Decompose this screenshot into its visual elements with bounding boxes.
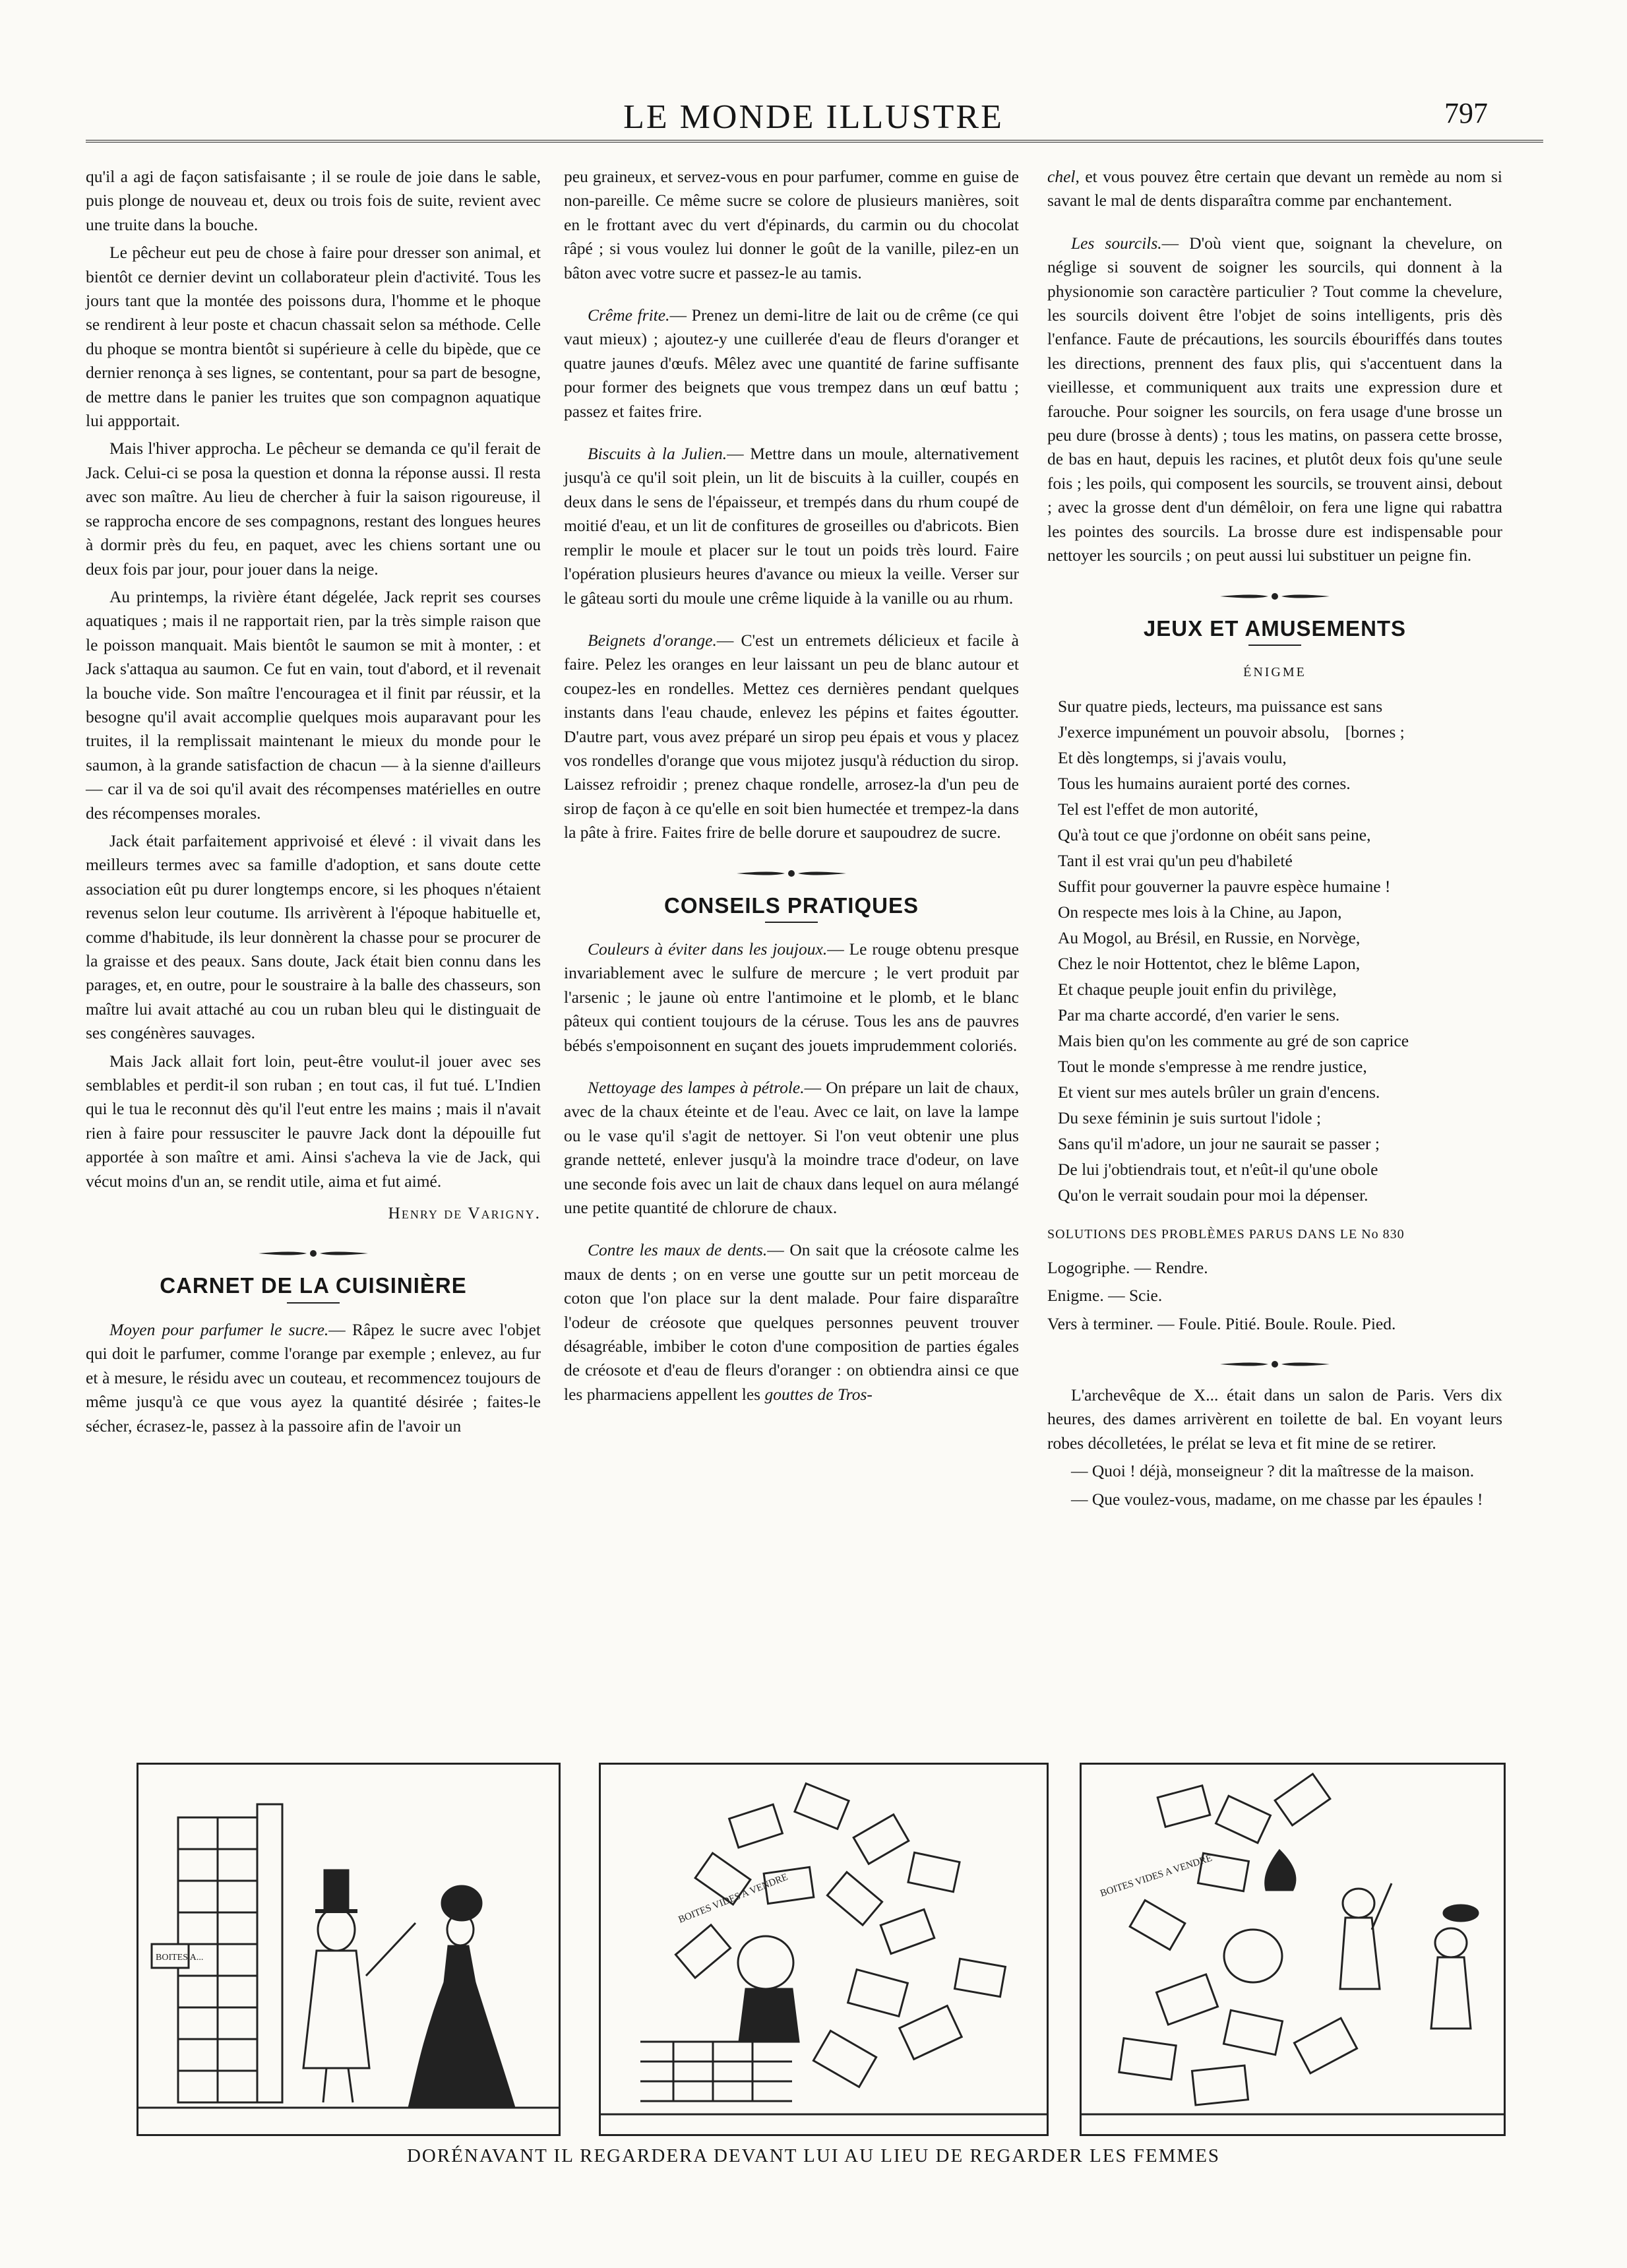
poem-line: Qu'à tout ce que j'ordonne on obéit sans peine, [1058,825,1371,845]
anecdote-paragraph: — Quoi ! déjà, monseigneur ? dit la maîtresse de la maison. [1071,1461,1475,1481]
enigme-title: ÉNIGME [1243,664,1306,679]
paragraph: qu'il a agi de façon satisfaisante ; il se roule de joie dans le sable, puis plonge de nouveau et, deux ou trois fois de suite, revient avec une truite dans la bouche. [86,167,541,234]
poem-line: Tel est l'effet de mon autorité, [1058,800,1258,819]
poem-line: Du sexe féminin je suis surtout l'idole ; [1058,1108,1322,1128]
anecdote-paragraph: L'archevêque de X... était dans un salon de Paris. Vers dix heures, des dames arrivèrent en toilette de bal. En voyant leurs robes décolletées, le prélat se leva et fit mine de se retirer. [1047,1385,1502,1453]
title-rule [287,1302,340,1304]
ornament-divider-icon [1219,590,1331,602]
column-1 [86,165,541,1742]
poem-line: Sans qu'il m'adore, un jour ne saurait se passer ; [1058,1134,1380,1154]
paragraph: peu graineux, et servez-vous en pour parfumer, comme en guise de non-pareille. Ce même sucre se colore de plusieurs manières, soit en le frottant avec du vert d'épinards, du carmin ou du chocolat râpé ; si vous voulez lui donner le goût de la vanille, pilez-en un bâton avec votre sucre et passez-le au tamis. [564,167,1019,282]
ornament-divider-icon [1219,1358,1331,1370]
tip-label: Couleurs à éviter dans les joujoux. [588,939,828,959]
solution-item: Logogriphe. — Rendre. [1047,1257,1208,1277]
title-rule [1248,645,1301,646]
tip-text: — On sait que la créosote calme les maux de dents ; on en verse une goutte sur un petit morceau de coton que l'on place sur la dent malade. Pour faire disparaître l'odeur de créosote que quelques personnes peuvent trouver désagréable, imbiber le coton d'une composition de parties égales de créosote et d'eau de fleurs d'oranger : on obtiendra ainsi ce que les pharmaciens appellent les [564,1240,1020,1404]
cartoon-caption: DORÉNAVANT IL REGARDERA DEVANT LUI AU LIEU DE REGARDER LES FEMMES [406,2145,1221,2166]
title-rule [765,922,818,923]
paragraph: Jack était parfaitement apprivoisé et élevé : il vivait dans les meilleurs termes avec sa famille d'adoption, et sans doute cette association eût pu durer longtemps encore, si les phoques n'étaient revenus selon leur coutume. Ils arrivèrent à l'époque habituelle et, comme d'habitude, ils leur donnèrent la chasse pour se procurer de la graisse et des peaux. Sans doute, Jack était bien connu dans les parages, et, en outre, pour le soustraire à la balle des chasseurs, son maître lui avait attaché au cou un ruban bleu qui le distinguait de ses congénères sauvages. [86,831,541,1043]
poem-line: Suffit pour gouverner la pauvre espèce humaine ! [1058,877,1391,897]
cartoon-panel-1 [137,1763,561,2136]
cartoon-drawing-1 [138,1765,559,2134]
poem-line: On respecte mes lois à la Chine, au Japon, [1058,902,1342,922]
poem-line: Qu'on le verrait soudain pour moi la dépenser. [1058,1185,1368,1205]
solutions-list [1047,1256,1502,1336]
section-title-carnet: CARNET DE LA CUISINIÈRE [160,1273,467,1298]
recipe-text: — C'est un entremets délicieux et facile à faire. Pelez les oranges en leur laissant un peu de blanc autour et coupez-les en rondelles. Mettez ces dernières pendant quelques instants dans l'eau chaude, enlevez les pépins et faites égoutter. D'autre part, vous avez préparé un sirop peu épais et vous y placez vos rondelles d'orange que vous mijotez jusqu'à réduction du sirop. Laissez refroidir ; prenez chaque rondelle, arrosez-la d'un peu de sirop de façon à ce qu'elle en soit bien humectée et trempez-la dans la pâte à frire. Faites frire de belle dorure et saupoudrez de sucre. [564,630,1019,842]
poem-line: Mais bien qu'on les commente au gré de son caprice [1058,1031,1409,1051]
recipe-text: — Mettre dans un moule, alternativement jusqu'à ce qu'il soit plein, un lit de biscuits à la cuiller, coupés en deux dans le sens de l'épaisseur, et trempés dans du rhum coupé de moitié d'eau, et un lit de confitures de groseilles ou d'abricots. Bien remplir le moule et placer sur le tout un poids très lourd. Faire l'opération plusieurs heures d'avance ou mieux la veille. Verser sur le gâteau sorti du moule une crême liquide à la vanille ou au rhum. [564,444,1020,608]
poem-line: Chez le noir Hottentot, chez le blême Lapon, [1058,954,1361,974]
poem-line: Sur quatre pieds, lecteurs, ma puissance est sans [1058,697,1383,716]
recipe-label: Biscuits à la Julien. [588,444,727,464]
poem-line: Et dès longtemps, si j'avais voulu, [1058,748,1287,768]
solution-item: Enigme. — Scie. [1047,1286,1163,1306]
paragraph: Le pêcheur eut peu de chose à faire pour dresser son animal, et bientôt ce dernier devint un collaborateur plein d'activité. Tous les jours tant que la montée des poissons dura, l'homme et le phoque se rendirent à leur poste et chacun chassait selon sa méthode. Celle du phoque se montra bientôt si supérieure à celle du bipède, que ce dernier renonça à ses lignes, se contentant, pour sa part de besogne, de mettre dans le panier les truites que son compagnon aquatique lui appportait. [86,243,541,431]
tip-label: Nettoyage des lampes à pétrole. [588,1078,805,1097]
poem-line: Tout le monde s'empresse à me rendre justice, [1058,1057,1367,1077]
page-number: 797 [1444,97,1488,129]
poem-line: J'exerce impunément un pouvoir absolu, [bornes ; [1058,719,1502,745]
recipe-label: Moyen pour parfumer le sucre. [109,1319,329,1339]
recipe-text: — Râpez le sucre avec l'objet qui doit le parfumer, comme l'orange par exemple ; enlevez, au fur et à mesure, le résidu avec un couteau, et recommencez toujours de même jusqu'à ce que vous ayez la quantité désirée ; faites-le sécher, écrasez-le, passez à la passoire afin de l'avoir un [86,1319,541,1435]
page-title: LE MONDE ILLUSTRE [623,98,1004,136]
poem-line: Tant il est vrai qu'un peu d'habileté [1058,851,1293,871]
tip-text-end: gouttes de Tros- [764,1384,873,1404]
ornament-divider-icon [257,1247,369,1259]
poem-line-overflow: [bornes ; [1345,722,1405,742]
author-signature: Henry de Varigny. [388,1203,541,1223]
poem-line: Par ma charte accordé, d'en varier le sens. [1058,1005,1340,1025]
panel-1-sign-text: BOITES A... [156,1953,204,1963]
recipe-label: Beignets d'orange. [588,630,717,650]
tip-text: — D'où vient que, soignant la chevelure, on néglige si souvent de soigner les sourcils, qui donnent à la physionomie son caractère particulier ? Tout comme la chevelure, les sourcils doivent être l'objet de soins intelligents, pris dès l'enfance. Faute de précautions, les sourcils ébouriffés dans toutes les directions, prennent des faux plis, qui s'accentuent dans la vieillesse, et communiquent aux traits une expression dure et farouche. Pour soigner les sourcils, on fera usage d'une brosse un peu dure (brosse à dents) ; tous les matins, on passera cette brosse, de bas en haut, depuis les racines, et plutôt deux fois qu'une seule fois ; les poils, qui composent les sourcils, se trouvent ainsi, debout ; avec la grosse dent d'un démêloir, on fera une ligne qui rabattra les pointes des sourcils. La brosse dure est indispensable pour nettoyer les sourcils ; on peut aussi lui substituer un peigne fin. [1047,233,1502,565]
paragraph: Mais Jack allait fort loin, peut-être voulut-il jouer avec ses semblables et perdit-il son ruban ; en tout cas, il fut tué. L'Indien qui le tua le reconnut dès qu'il l'eut entre les mains ; mais il n'avait rien à faire pour ressusciter le pauvre Jack dont la dépouille fut apportée à son maître et ami. Ainsi s'acheva la vie de Jack, qui vécut moins d'un an, se rendit utile, aima et fut aimé. [86,1051,541,1191]
solutions-title: SOLUTIONS DES PROBLÈMES PARUS DANS LE No 830 [1047,1227,1405,1242]
recipe-text: — Prenez un demi-litre de lait ou de crême (ce qui vaut mieux) ; ajoutez-y une cuillerée d'eau de fleurs d'oranger et quatre jaunes d'œufs. Mêlez avec une quantité de farine suffisante pour former des beignets que vous trempez dans un œuf battu ; passez et faites frire. [564,305,1020,421]
anecdote-paragraph: — Que voulez-vous, madame, on me chasse par les épaules ! [1071,1489,1483,1509]
column-3 [1047,165,1502,1742]
paragraph: Au printemps, la rivière étant dégelée, Jack reprit ses courses aquatiques ; mais il ne rapportait rien, par la très simple raison que le poisson manquait. Mais bientôt le saumon se mit à monter, : et Jack s'attaqua au saumon. Ce fut en vain, tout d'abord, et il revenait la bouche vide. Son maître l'encouragea et il finit par réussir, et la besogne qu'il avait accomplie quelques mois auparavant pour les truites, il la remplissait maintenant le mieux du monde pour le saumon, à la grande satisfaction de chacun — à la sienne d'ailleurs — car il va de soi qu'il avait des récompenses matérielles en outre des récompenses morales. [86,586,541,823]
tip-text: — Le rouge obtenu presque invariablement avec le sulfure de mercure ; le vert produit par l'arsenic ; le jaune où entre l'antimoine et le plomb, et le blanc pâteux qui contient toujours de la céruse. Tous les ans de pauvres bébés s'empoisonnent en suçant des jouets imprudemment coloriés. [564,939,1019,1055]
cartoon-drawing-2 [601,1765,1047,2134]
cartoon-panel-3 [1080,1763,1506,2136]
tip-label: Les sourcils. [1071,233,1162,253]
column-2 [564,165,1019,1742]
panel-3-sign-text: BOITES VIDES A VENDRE [1099,1852,1213,1899]
cartoon-panel-2 [599,1763,1049,2136]
poem-line: Au Mogol, au Brésil, en Russie, en Norvège, [1058,928,1361,948]
ornament-divider-icon [735,867,847,879]
poem-line: De lui j'obtiendrais tout, et n'eût-il qu'une obole [1058,1160,1378,1180]
paragraph: Mais l'hiver approcha. Le pêcheur se demanda ce qu'il ferait de Jack. Celui-ci se posa la question et donna la réponse aussi. Il resta avec son maître. Au lieu de chercher à fuir la saison rigoureuse, il se rapprocha encore de ses compagnons, restant des longues heures à dormir près du feu, en paquet, avec les chiens sortant une ou deux fois par jour, pour jouer dans la neige. [86,439,541,579]
header-rule [86,140,1543,142]
section-title-jeux: JEUX ET AMUSEMENTS [1143,615,1407,641]
tip-text: — On prépare un lait de chaux, avec de la chaux éteinte et de l'eau. Avec ce lait, on lave la lampe ou le vase qu'il s'agit de nettoyer. Si l'on veut obtenir une plus grande netteté, enlever jusqu'à la moindre trace d'odeur, on lave une seconde fois avec un lait de chaux dans lequel on aura mélangé une petite quantité de chlorure de chaux. [564,1078,1019,1218]
poem-line: Et chaque peuple jouit enfin du privilège, [1058,980,1337,999]
enigme-poem [1047,693,1502,1208]
poem-line: Et vient sur mes autels brûler un grain d'encens. [1058,1083,1380,1102]
panel-2-sign-text: BOITES VIDES A VENDRE [677,1872,789,1926]
section-title-conseils: CONSEILS PRATIQUES [664,893,919,918]
cartoon-drawing-3 [1082,1765,1504,2134]
recipe-label: Crême frite. [588,305,670,325]
continued-word: chel, [1047,167,1080,186]
paragraph: et vous pouvez être certain que devant un remède au nom si savant le mal de dents disparaîtra comme par enchantement. [1047,167,1502,210]
tip-label: Contre les maux de dents. [588,1240,768,1260]
solution-item: Vers à terminer. — Foule. Pitié. Boule. Roule. Pied. [1047,1313,1396,1333]
poem-line: Tous les humains auraient porté des cornes. [1058,774,1351,794]
